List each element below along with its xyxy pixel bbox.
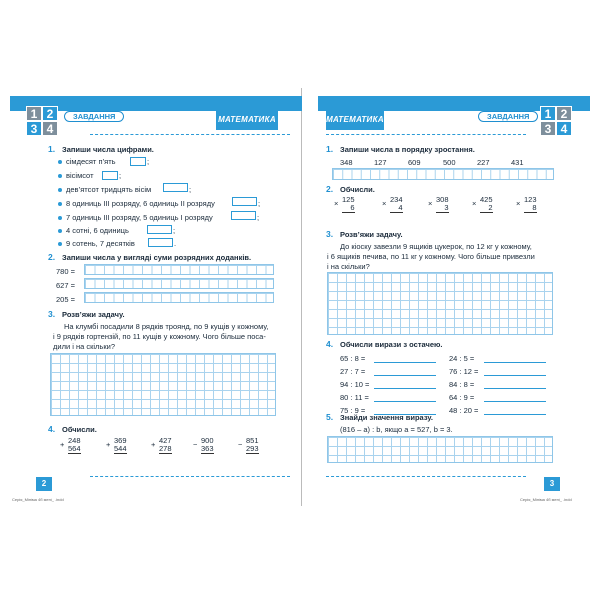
column-operation xyxy=(193,437,214,454)
answer-grid[interactable] xyxy=(327,272,553,335)
dashed-divider xyxy=(90,476,290,477)
column-operation xyxy=(238,437,259,454)
operand-top: 125 xyxy=(342,195,355,204)
operand-top: 900 xyxy=(201,436,214,445)
task-number: 3. xyxy=(48,309,56,319)
number-item: 227 xyxy=(477,158,490,167)
footer-file-label: Серія_Мініма 4б мені_ .indd xyxy=(12,497,64,502)
answer-line[interactable] xyxy=(484,362,546,363)
number-item: 127 xyxy=(374,158,387,167)
answer-box[interactable] xyxy=(147,225,172,234)
operand-top: 427 xyxy=(159,436,172,445)
operand-bottom: 278 xyxy=(159,444,172,453)
answer-grid[interactable] xyxy=(332,168,554,180)
division-expression: 48 : 20 = xyxy=(449,406,479,415)
header-tile-1: 1 xyxy=(540,106,556,121)
task-item: 8 одиниць III розряду, 6 одиниць II розряду xyxy=(66,199,215,208)
division-expression: 65 : 8 = xyxy=(340,354,366,363)
division-expression: 24 : 5 = xyxy=(449,354,475,363)
column-operation xyxy=(382,196,403,213)
header-tile-3: 3 xyxy=(540,121,556,136)
problem-text: і 6 ящиків печива, по 11 кг у кожному. Чого більше привезли xyxy=(327,252,535,261)
column-operation xyxy=(151,437,172,454)
task-number: 1. xyxy=(48,144,56,154)
column-operation xyxy=(428,196,449,213)
operator-sign: + xyxy=(106,440,111,449)
answer-box[interactable] xyxy=(163,183,188,192)
division-expression: 94 : 10 = xyxy=(340,380,370,389)
division-expression: 80 : 11 = xyxy=(340,393,369,402)
column-operation xyxy=(106,437,127,454)
division-expression: 76 : 12 = xyxy=(449,367,479,376)
column-operation xyxy=(60,437,81,454)
task-title: Запиши числа цифрами. xyxy=(62,145,154,154)
task-number: 4. xyxy=(48,424,56,434)
page-number: 2 xyxy=(36,477,52,491)
problem-text: і 9 рядків гортензій, по 11 кущів у кожному. Чого більше поса- xyxy=(53,332,266,341)
task-number: 5. xyxy=(326,412,334,422)
operand-top: 425 xyxy=(480,195,493,204)
dashed-divider xyxy=(326,476,526,477)
task-item: 9 сотень, 7 десятків xyxy=(66,239,135,248)
operator-sign: × xyxy=(428,199,433,208)
number-item: 500 xyxy=(443,158,456,167)
bullet-icon xyxy=(58,216,62,220)
operand-top: 851 xyxy=(246,436,259,445)
header-tile-2: 2 xyxy=(42,106,58,121)
answer-grid[interactable] xyxy=(327,436,553,463)
task-title: Обчисли. xyxy=(62,425,97,434)
task-number: 4. xyxy=(326,339,334,349)
punct: ; xyxy=(119,171,122,180)
task-title: Запиши числа в порядку зростання. xyxy=(340,145,475,154)
task-title: Розв’яжи задачу. xyxy=(340,230,403,239)
punct: ; xyxy=(173,226,176,235)
task-number: 2. xyxy=(326,184,334,194)
punct: ; xyxy=(257,213,260,222)
problem-text: і на скільки? xyxy=(327,262,370,271)
operator-sign: × xyxy=(472,199,477,208)
header-tile-4: 4 xyxy=(556,121,572,136)
answer-line[interactable] xyxy=(484,414,546,415)
answer-line[interactable] xyxy=(484,375,546,376)
task-label: ЗАВДАННЯ xyxy=(64,111,124,122)
punct: ; xyxy=(147,157,150,166)
division-expression: 27 : 7 = xyxy=(340,367,366,376)
bullet-icon xyxy=(58,229,62,233)
answer-box[interactable] xyxy=(231,211,256,220)
subject-title: МАТЕМАТИКА xyxy=(326,110,384,130)
operand-bottom: 4 xyxy=(390,204,403,213)
expansion-row-label: 780 = xyxy=(56,267,75,276)
bullet-icon xyxy=(58,188,62,192)
task-number: 1. xyxy=(326,144,334,154)
header-tile-4: 4 xyxy=(42,121,58,136)
answer-line[interactable] xyxy=(374,362,436,363)
punct: . xyxy=(174,239,177,248)
operand-bottom: 2 xyxy=(480,204,493,213)
division-expression: 64 : 9 = xyxy=(449,393,475,402)
answer-box[interactable] xyxy=(232,197,257,206)
bullet-icon xyxy=(58,202,62,206)
task-title: Обчисли вирази з остачею. xyxy=(340,340,443,349)
operand-bottom: 564 xyxy=(68,444,81,453)
expansion-row-label: 627 = xyxy=(56,281,75,290)
expression-text: (816 – a) : b, якщо a = 527, b = 3. xyxy=(340,425,453,434)
operand-top: 234 xyxy=(390,195,403,204)
operand-bottom: 6 xyxy=(342,204,355,213)
operand-top: 308 xyxy=(436,195,449,204)
header-tile-2: 2 xyxy=(556,106,572,121)
answer-line[interactable] xyxy=(374,401,436,402)
answer-box[interactable] xyxy=(102,171,118,180)
answer-grid[interactable] xyxy=(84,292,274,303)
task-item: сімдесят п’ять xyxy=(66,157,116,166)
operator-sign: × xyxy=(334,199,339,208)
answer-box[interactable] xyxy=(148,238,173,247)
answer-grid[interactable] xyxy=(84,278,274,289)
punct: ; xyxy=(189,185,192,194)
task-title: Знайди значення виразу. xyxy=(340,413,433,422)
number-item: 431 xyxy=(511,158,524,167)
answer-line[interactable] xyxy=(374,388,436,389)
answer-line[interactable] xyxy=(484,388,546,389)
answer-line[interactable] xyxy=(484,401,546,402)
header-tile-1: 1 xyxy=(26,106,42,121)
operand-bottom: 293 xyxy=(246,444,259,453)
task-item: вісімсот xyxy=(66,171,94,180)
page-number: 3 xyxy=(544,477,560,491)
subject-title: МАТЕМАТИКА xyxy=(216,110,278,130)
task-item: 7 одиниць III розряду, 5 одиниць I розряду xyxy=(66,213,213,222)
operand-top: 123 xyxy=(524,195,537,204)
number-item: 609 xyxy=(408,158,421,167)
bullet-icon xyxy=(58,242,62,246)
task-label: ЗАВДАННЯ xyxy=(478,111,538,122)
task-item: 4 сотні, 6 одиниць xyxy=(66,226,129,235)
task-title: Обчисли. xyxy=(340,185,375,194)
operator-sign: − xyxy=(193,440,198,449)
operand-top: 369 xyxy=(114,436,127,445)
dashed-divider xyxy=(90,134,290,135)
answer-line[interactable] xyxy=(374,375,436,376)
task-number: 2. xyxy=(48,252,56,262)
problem-text: До кіоску завезли 9 ящиків цукерок, по 12 кг у кожному, xyxy=(340,242,532,251)
operator-sign: − xyxy=(238,440,243,449)
operand-top: 248 xyxy=(68,436,81,445)
operator-sign: + xyxy=(60,440,65,449)
division-expression: 84 : 8 = xyxy=(449,380,475,389)
bullet-icon xyxy=(58,174,62,178)
problem-text: На клумбі посадили 8 рядків троянд, по 9 кущів у кожному, xyxy=(64,322,269,331)
operator-sign: × xyxy=(382,199,387,208)
column-operation xyxy=(472,196,493,213)
operand-bottom: 363 xyxy=(201,444,214,453)
footer-file-label: Серія_Мініма 4б мені_ .indd xyxy=(520,497,572,502)
operand-bottom: 8 xyxy=(524,204,537,213)
punct: ; xyxy=(258,199,261,208)
problem-text: дили і на скільки? xyxy=(53,342,115,351)
operator-sign: × xyxy=(516,199,521,208)
task-title: Запиши числа у вигляді суми розрядних доданків. xyxy=(62,253,252,262)
operand-bottom: 3 xyxy=(436,204,449,213)
number-item: 348 xyxy=(340,158,353,167)
answer-grid[interactable] xyxy=(50,353,276,416)
answer-grid[interactable] xyxy=(84,264,274,275)
dashed-divider xyxy=(326,134,526,135)
task-number: 3. xyxy=(326,229,334,239)
operand-bottom: 544 xyxy=(114,444,127,453)
task-item: дев’ятсот тридцять вісім xyxy=(66,185,152,194)
column-operation xyxy=(516,196,537,213)
division-expression: 75 : 9 = xyxy=(340,406,366,415)
column-operation xyxy=(334,196,355,213)
header-tile-3: 3 xyxy=(26,121,42,136)
bullet-icon xyxy=(58,160,62,164)
expansion-row-label: 205 = xyxy=(56,295,75,304)
operator-sign: + xyxy=(151,440,156,449)
answer-box[interactable] xyxy=(130,157,146,166)
task-title: Розв’яжи задачу. xyxy=(62,310,125,319)
